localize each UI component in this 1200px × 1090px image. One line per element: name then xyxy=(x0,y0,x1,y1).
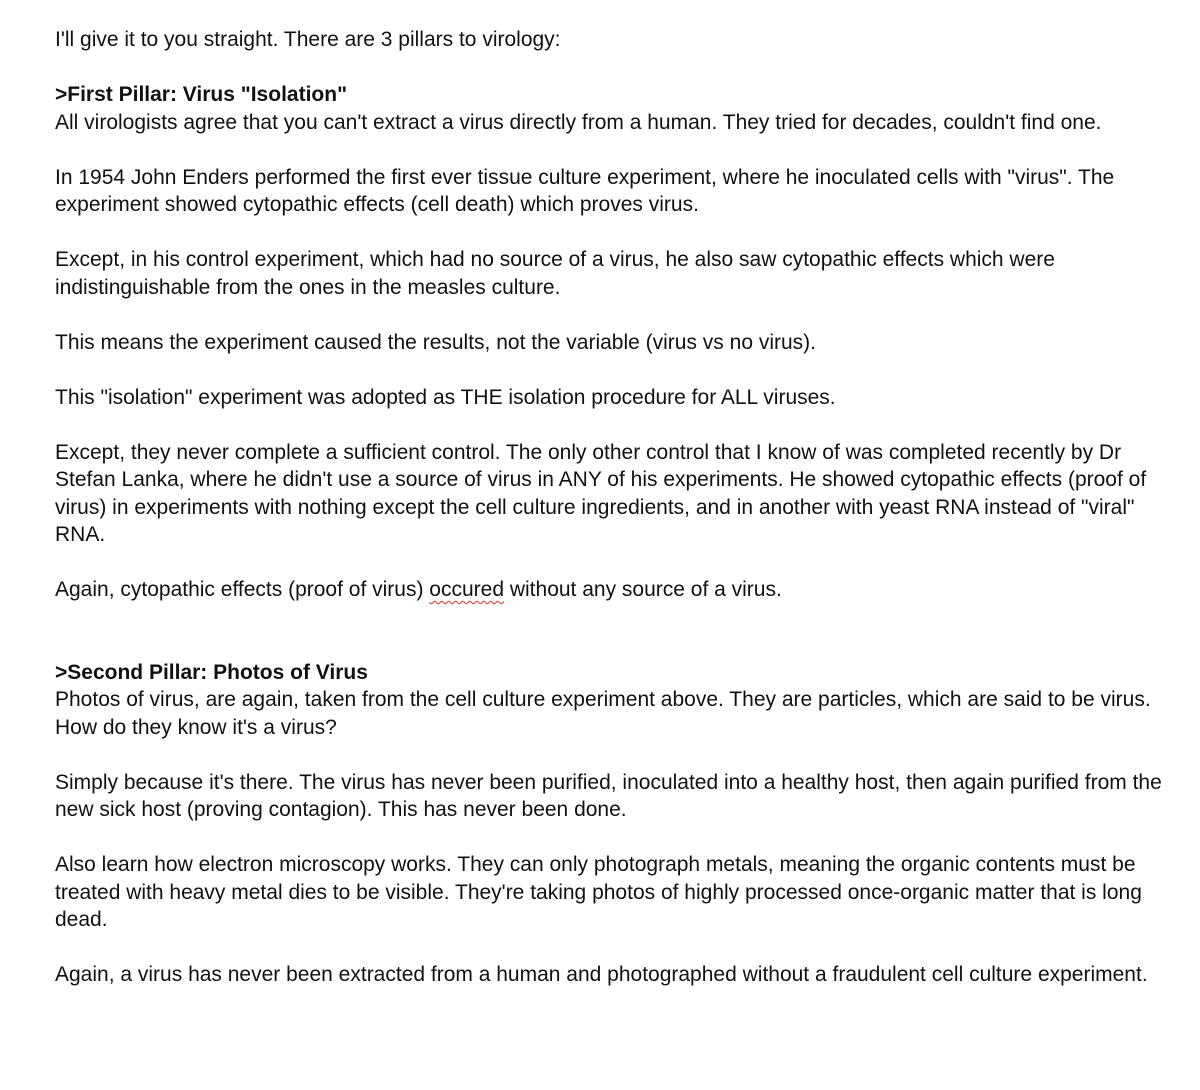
section1-heading: >First Pillar: Virus "Isolation" xyxy=(55,83,348,106)
section1-paragraph-1: All virologists agree that you can't extract a virus directly from a human. They tried for decades, couldn't find one. xyxy=(55,110,1102,134)
section1-paragraph-4: This means the experiment caused the results, not the variable (virus vs no virus). xyxy=(55,330,817,354)
misspelled-word[interactable]: occured xyxy=(429,578,505,601)
section2-paragraph-4: Again, a virus has never been extracted from a human and photographed without a fraudulent cell culture experiment. xyxy=(55,963,1148,986)
spacer xyxy=(55,741,1165,769)
spacer xyxy=(55,824,1165,852)
spacer xyxy=(55,411,1165,439)
intro-text: I'll give it to you straight. There are 3 pillars to virology: xyxy=(55,28,561,51)
p7-text-after: without any source of a virus. xyxy=(504,578,782,601)
spacer xyxy=(55,301,1165,329)
section1-paragraph-5: This "isolation" experiment was adopted as THE isolation procedure for ALL viruses. xyxy=(55,385,836,409)
spacer xyxy=(55,356,1165,384)
section1-paragraph-7 xyxy=(55,576,1165,604)
section1-paragraph-6: Except, they never complete a sufficient control. The only other control that I know of was completed recently by Dr Stefan Lanka, where he didn't use a source of virus in ANY of his experiments. He showed cytopathic effects (proof of virus) in experiments with nothing except the cell culture ingredients, and in another with yeast RNA instead of "viral" RNA. xyxy=(55,440,1147,546)
spacer xyxy=(55,136,1165,164)
document-body xyxy=(55,26,1165,989)
spacer xyxy=(55,604,1165,659)
p7-text-before: Again, cytopathic effects (proof of virus) xyxy=(55,578,430,601)
spacer xyxy=(55,934,1165,962)
spacer xyxy=(55,54,1165,82)
section1-paragraph-2: In 1954 John Enders performed the first ever tissue culture experiment, where he inoculated cells with "virus". The experiment showed cytopathic effects (cell death) which proves virus. xyxy=(55,165,1115,216)
section2-heading: >Second Pillar: Photos of Virus xyxy=(55,660,368,684)
spacer xyxy=(55,219,1165,247)
section1-paragraph-3: Except, in his control experiment, which had no source of a virus, he also saw cytopathic effects which were indistinguishable from the ones in the measles culture. xyxy=(55,248,1055,299)
section2-paragraph-1: Photos of virus, are again, taken from the cell culture experiment above. They are particles, which are said to be virus. How do they know it's a virus? xyxy=(55,688,1151,739)
section2-paragraph-3: Also learn how electron microscopy works. They can only photograph metals, meaning the organic contents must be treated with heavy metal dies to be visible. They're taking photos of highly processed once-organic matter that is long dead. xyxy=(55,853,1142,931)
section2-paragraph-2: Simply because it's there. The virus has never been purified, inoculated into a healthy host, then again purified from the new sick host (proving contagion). This has never been done. xyxy=(55,770,1162,821)
spacer xyxy=(55,549,1165,577)
